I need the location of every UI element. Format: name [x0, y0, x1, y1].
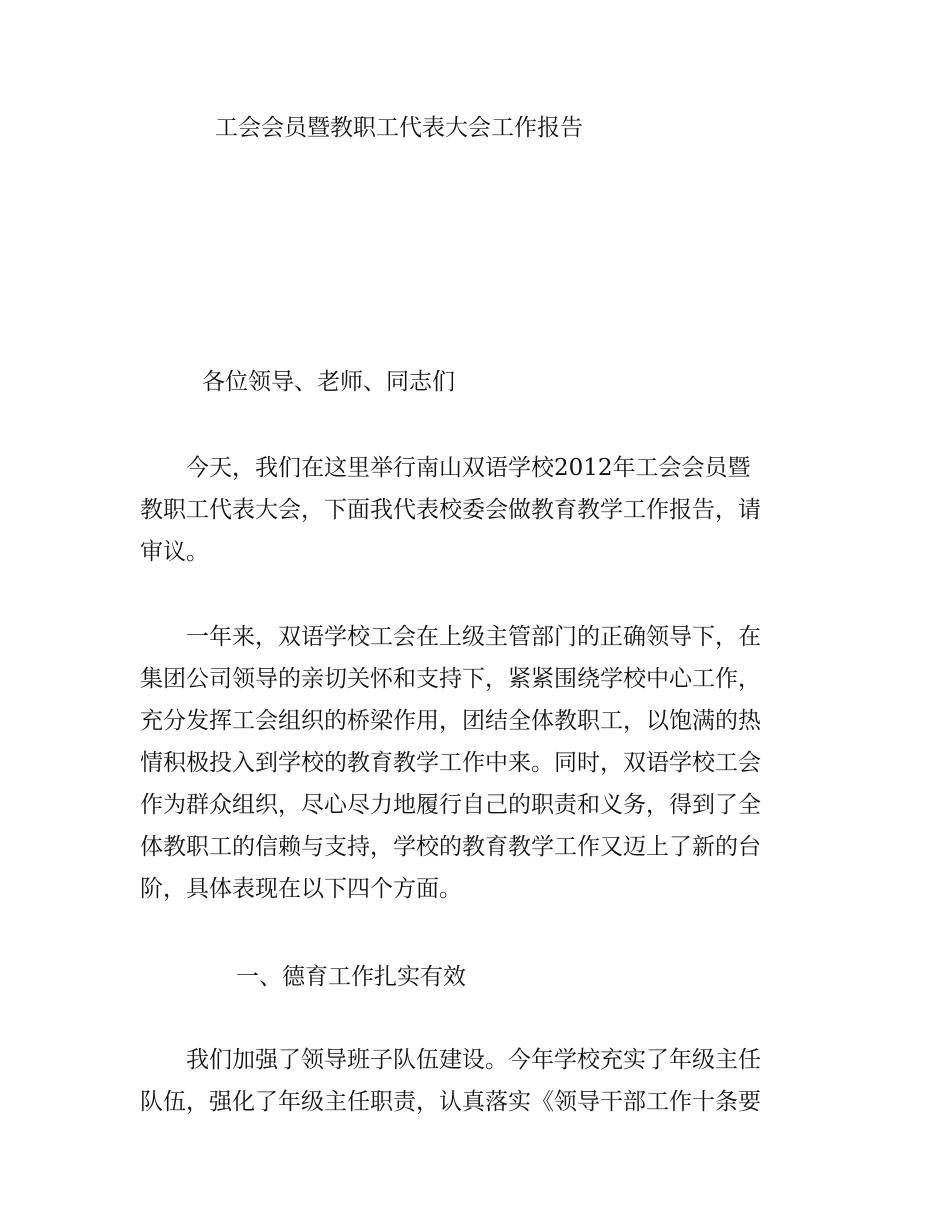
section-heading: 一、德育工作扎实有效: [190, 964, 466, 990]
paragraph-opening: [140, 447, 812, 573]
document-title: 工会会员暨教职工代表大会工作报告: [215, 115, 583, 141]
paragraph-line: 集团公司领导的亲切关怀和支持下，紧紧围绕学校中心工作，: [140, 666, 761, 692]
paragraph-line: 队伍，强化了年级主任职责，认真落实《领导干部工作十条要: [140, 1089, 761, 1115]
paragraph-summary: [140, 616, 812, 910]
paragraph-line: 今天，我们在这里举行南山双语学校2012年工会会员暨: [140, 455, 751, 481]
paragraph-line: 充分发挥工会组织的桥梁作用，团结全体教职工，以饱满的热: [140, 708, 761, 734]
paragraph-line: 教职工代表大会，下面我代表校委会做教育教学工作报告，请: [140, 497, 761, 523]
paragraph-line: 体教职工的信赖与支持，学校的教育教学工作又迈上了新的台: [140, 834, 761, 860]
paragraph-line: 情积极投入到学校的教育教学工作中来。同时，双语学校工会: [140, 750, 761, 776]
paragraph-line: 审议。: [140, 539, 209, 565]
paragraph-line: 作为群众组织，尽心尽力地履行自己的职责和义务，得到了全: [140, 792, 761, 818]
paragraph-line: 我们加强了领导班子队伍建设。今年学校充实了年级主任: [140, 1047, 761, 1073]
paragraph-moral-education: [140, 1039, 812, 1123]
paragraph-line: 阶，具体表现在以下四个方面。: [140, 876, 462, 902]
salutation: 各位领导、老师、同志们: [202, 369, 455, 395]
paragraph-line: 一年来，双语学校工会在上级主管部门的正确领导下，在: [140, 624, 761, 650]
